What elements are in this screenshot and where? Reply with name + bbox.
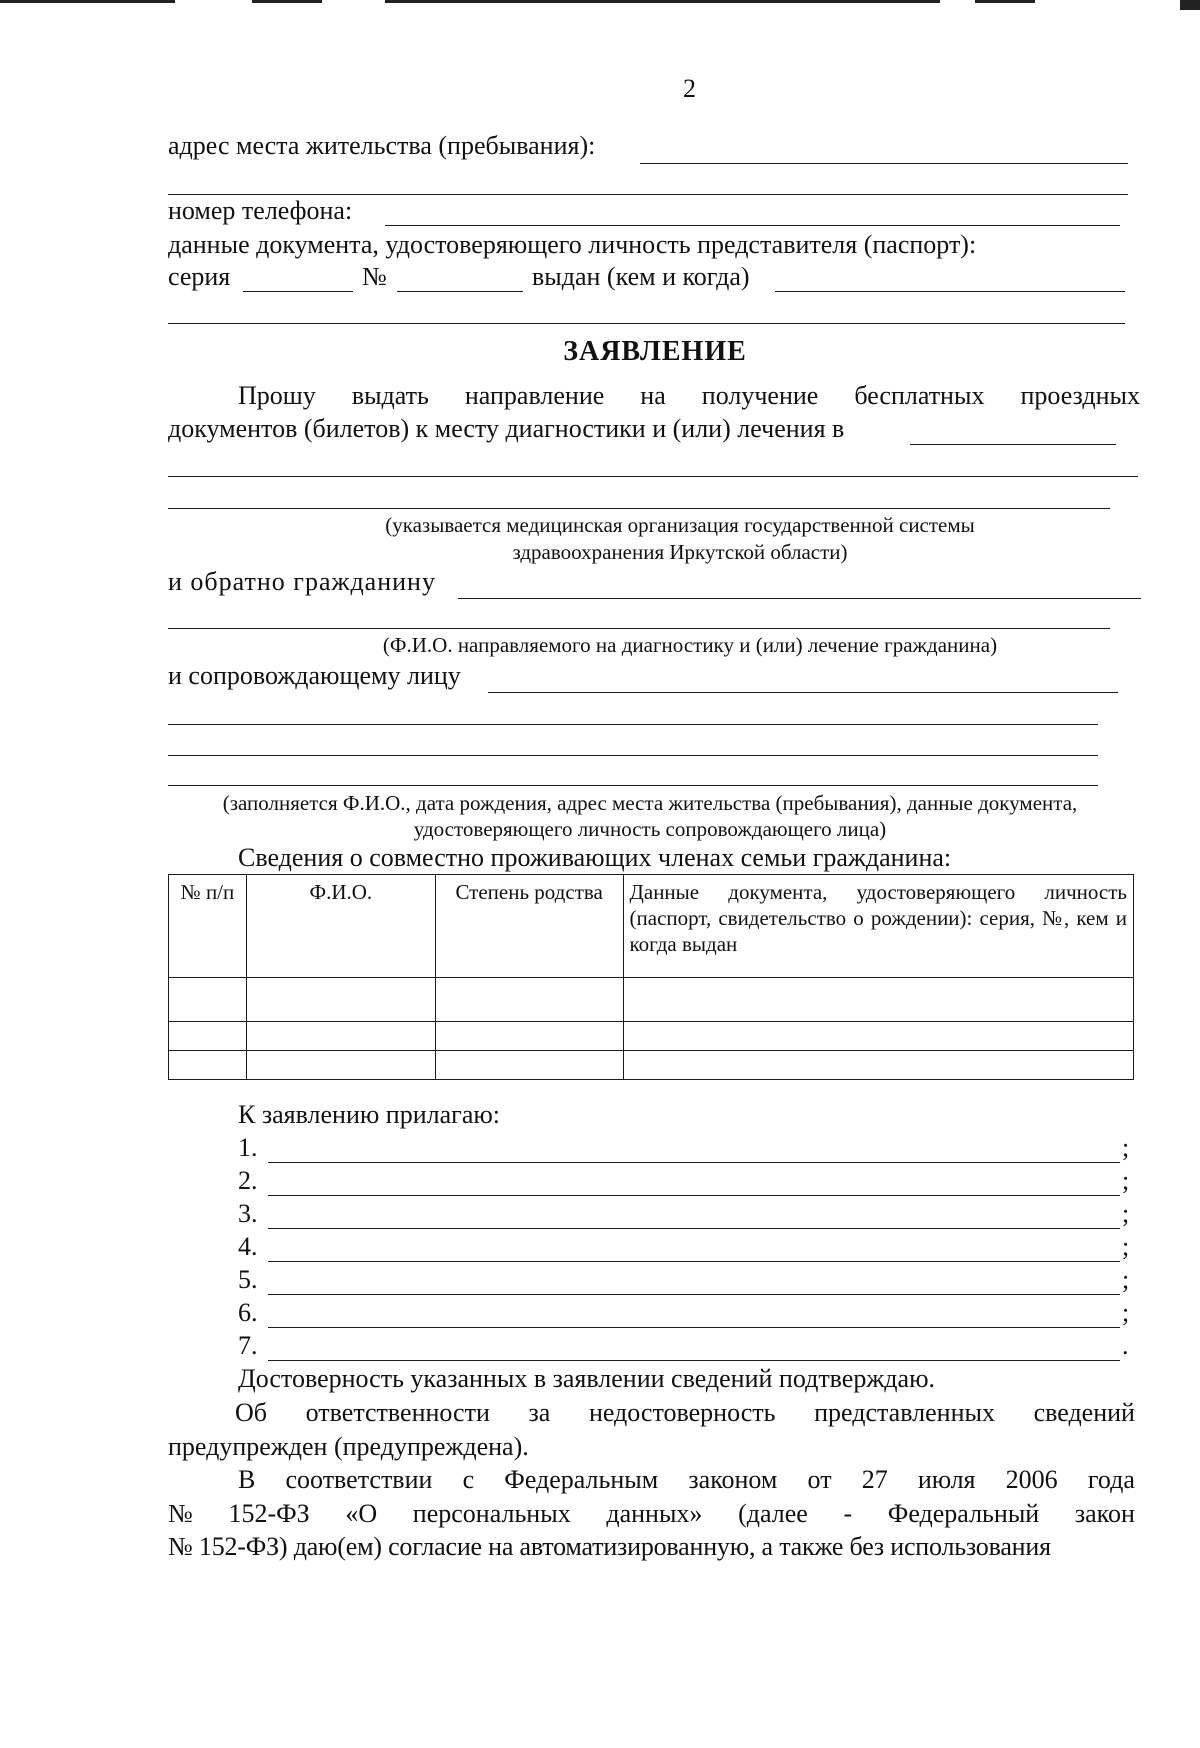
column-header-document: Данные документа, удостоверяющего личность (паспорт, свидетельство о рождении): серия, №, кем и когда выдан [623, 875, 1133, 978]
column-header-relation: Степень родства [435, 875, 623, 978]
consent-word: с [462, 1465, 475, 1494]
attachment-end: ; [1122, 1298, 1130, 1327]
citizen-hint: (Ф.И.О. направляемого на диагностику и (или) лечение гражданина) [382, 633, 998, 657]
scan-edge-mark [252, 0, 322, 3]
consent-word: «О [345, 1499, 378, 1528]
table-cell[interactable] [169, 1022, 247, 1051]
consent-word: Федеральным [504, 1465, 659, 1494]
table-cell[interactable] [435, 978, 623, 1022]
companion-hint-2: удостоверяющего личность сопровождающего лица) [413, 817, 887, 841]
attachment-number: 3. [238, 1199, 258, 1228]
companion-field-line [488, 692, 1118, 693]
consent-word: В [238, 1465, 256, 1494]
confirmation-line: Достоверность указанных в заявлении сведений подтверждаю. [238, 1364, 935, 1393]
destination-field-line-2 [168, 476, 1138, 477]
consent-word: 152-ФЗ [228, 1499, 310, 1528]
table-cell[interactable] [169, 1051, 247, 1080]
statement-word: проездных [1020, 381, 1140, 410]
table-cell[interactable] [623, 1022, 1133, 1051]
statement-word: Прошу [238, 381, 316, 410]
number-field-line [397, 291, 523, 292]
issued-field-line [775, 291, 1125, 292]
attachment-end: ; [1122, 1133, 1130, 1162]
responsibility-word: Об [235, 1398, 268, 1427]
attachment-number: 5. [238, 1265, 258, 1294]
consent-word: Федеральный [887, 1499, 1040, 1528]
consent-word: от [807, 1465, 832, 1494]
column-header-fio: Ф.И.О. [246, 875, 435, 978]
table-cell[interactable] [623, 1051, 1133, 1080]
table-cell[interactable] [435, 1051, 623, 1080]
consent-word: данных» [606, 1499, 703, 1528]
responsibility-word: сведений [1033, 1398, 1135, 1427]
number-label: № [362, 262, 387, 291]
scan-edge-mark [0, 0, 175, 3]
address-field-line [640, 163, 1128, 164]
attachment-line[interactable] [268, 1261, 1120, 1262]
companion-field-line-2 [168, 724, 1098, 725]
attachment-end: ; [1122, 1199, 1130, 1228]
statement-line-1 [238, 381, 1140, 411]
family-heading: Сведения о совместно проживающих членах семьи гражданина: [238, 843, 952, 872]
phone-label: номер телефона: [168, 196, 353, 225]
table-cell[interactable] [623, 978, 1133, 1022]
scan-edge-mark [975, 0, 1035, 3]
statement-word: получение [701, 381, 819, 410]
consent-word: (далее [738, 1499, 808, 1528]
attachment-number: 4. [238, 1232, 258, 1261]
consent-word: года [1087, 1465, 1135, 1494]
family-members-table [168, 874, 1134, 1080]
consent-word: соответствии [285, 1465, 433, 1494]
responsibility-word: представленных [814, 1398, 995, 1427]
address-field-line-2 [168, 194, 1128, 195]
responsibility-word: недостоверность [588, 1398, 776, 1427]
attachment-line[interactable] [268, 1162, 1120, 1163]
attachment-number: 2. [238, 1166, 258, 1195]
statement-line-2: документов (билетов) к месту диагностики и (или) лечения в [168, 414, 845, 443]
attachments-heading: К заявлению прилагаю: [238, 1100, 501, 1129]
attachment-end: ; [1122, 1265, 1130, 1294]
attachment-end: . [1122, 1331, 1129, 1360]
consent-word: законом [688, 1465, 778, 1494]
destination-field-line-3 [168, 508, 1110, 509]
attachment-line[interactable] [268, 1294, 1120, 1295]
consent-line-2 [168, 1499, 1135, 1529]
attachment-number: 7. [238, 1331, 258, 1360]
table-header-row [169, 875, 1134, 978]
statement-title: ЗАЯВЛЕНИЕ [563, 336, 747, 367]
companion-field-line-3 [168, 755, 1098, 756]
consent-word: июля [917, 1465, 976, 1494]
table-row [169, 978, 1134, 1022]
statement-word: на [640, 381, 666, 410]
issued-field-line-2 [168, 323, 1125, 324]
attachment-end: ; [1122, 1232, 1130, 1261]
statement-word: выдать [351, 381, 429, 410]
attachment-number: 6. [238, 1298, 258, 1327]
phone-field-line [385, 225, 1120, 226]
consent-line-1 [238, 1465, 1135, 1495]
organization-hint-2: здравоохранения Иркутской области) [512, 540, 848, 564]
consent-word: № [168, 1499, 193, 1528]
table-cell[interactable] [435, 1022, 623, 1051]
consent-word: персональных [412, 1499, 571, 1528]
responsibility-line-2: предупрежден (предупреждена). [168, 1432, 529, 1461]
consent-word: - [843, 1499, 853, 1528]
attachment-line[interactable] [268, 1327, 1120, 1328]
table-row [169, 1022, 1134, 1051]
address-label: адрес места жительства (пребывания): [168, 131, 596, 160]
responsibility-word: за [528, 1398, 551, 1427]
table-cell[interactable] [246, 1051, 435, 1080]
consent-line-3: № 152-ФЗ) даю(ем) согласие на автоматизированную, а также без использования [168, 1532, 1051, 1561]
attachment-line[interactable] [268, 1195, 1120, 1196]
attachment-line[interactable] [268, 1228, 1120, 1229]
table-row [169, 1051, 1134, 1080]
attachment-end: ; [1122, 1166, 1130, 1195]
companion-field-line-4 [168, 785, 1098, 786]
scan-edge-mark [385, 0, 940, 3]
issued-label: выдан (кем и когда) [532, 262, 750, 291]
attachment-number: 1. [238, 1133, 258, 1162]
responsibility-line-1 [235, 1398, 1135, 1428]
attachment-line[interactable] [268, 1360, 1120, 1361]
responsibility-word: ответственности [305, 1398, 490, 1427]
organization-hint: (указывается медицинская организация государственной системы [385, 513, 975, 537]
destination-field-line [910, 444, 1116, 445]
scan-edge-mark [1180, 0, 1200, 10]
return-label: и обратно гражданину [168, 567, 436, 596]
statement-word: бесплатных [854, 381, 985, 410]
page-number: 2 [683, 74, 696, 103]
table-cell[interactable] [246, 1022, 435, 1051]
citizen-field-line-2 [168, 628, 1110, 629]
id-document-label: данные документа, удостоверяющего личность представителя (паспорт): [168, 230, 977, 259]
companion-label: и сопровождающему лицу [168, 661, 461, 690]
statement-word: направление [464, 381, 605, 410]
consent-word: 27 [861, 1465, 888, 1494]
table-cell[interactable] [246, 978, 435, 1022]
series-label: серия [168, 262, 231, 291]
consent-word: 2006 [1005, 1465, 1058, 1494]
table-cell[interactable] [169, 978, 247, 1022]
consent-word: закон [1074, 1499, 1135, 1528]
companion-hint: (заполняется Ф.И.О., дата рождения, адрес места жительства (пребывания), данные документа, [222, 791, 1078, 815]
citizen-field-line [458, 598, 1141, 599]
column-header-number: № п/п [169, 875, 247, 978]
series-field-line [243, 291, 353, 292]
